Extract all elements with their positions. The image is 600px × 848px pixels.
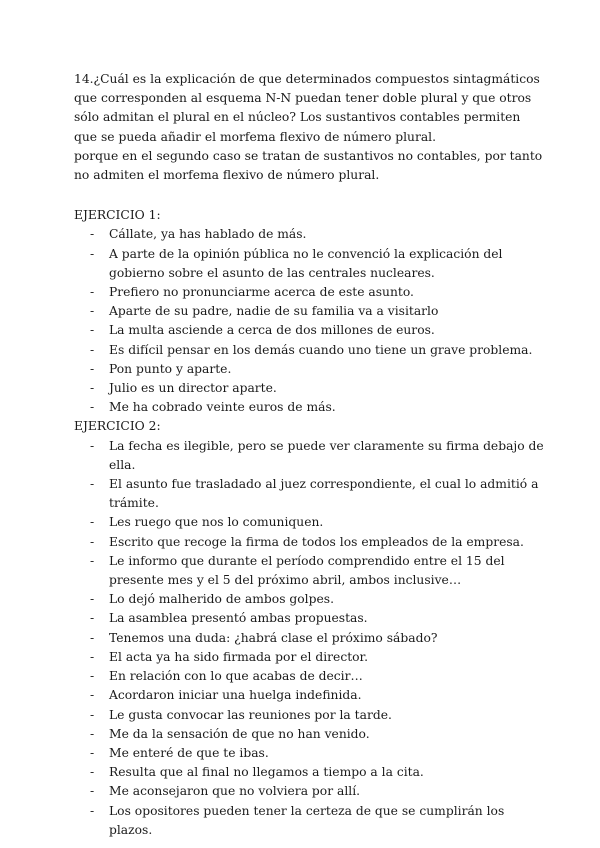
list-item: - Escrito que recoge la firma de todos los empleados de la empresa. [74,533,544,552]
list-item: - Le informo que durante el período comprendido entre el 15 del presente mes y el 5 del próximo abril, ambos inclusive… [74,552,544,590]
exercise-1-title: EJERCICIO 1: [74,208,161,223]
list-item: - Me da la sensación de que no han venido. [74,725,544,744]
list-item: - Me ha cobrado veinte euros de más. [74,398,544,417]
list-item: - Lo dejó malherido de ambos golpes. [74,590,544,609]
list-item: - El asunto fue trasladado al juez correspondiente, el cual lo admitió a trámite. [74,475,544,513]
list-item: - Les ruego que nos lo comuniquen. [74,513,544,532]
list-item: - Cállate, ya has hablado de más. [74,225,544,244]
list-item: - Me enteré de que te ibas. [74,744,544,763]
exercise-1-list [74,225,544,417]
list-item: - Tenemos una duda: ¿habrá clase el próximo sábado? [74,629,544,648]
list-item: - A parte de la opinión pública no le convenció la explicación del gobierno sobre el asunto de las centrales nucleares. [74,245,544,283]
document-page [74,70,544,840]
list-item: - Le gusta convocar las reuniones por la tarde. [74,706,544,725]
question-text: 14.¿Cuál es la explicación de que determinados compuestos sintagmáticos que corresponden al esquema N-N puedan tener doble plural y que otros sólo admitan el plural en el núcleo? Los sustantivos contables permiten que se pueda añadir el morfema flexivo de número plural. [74,72,540,144]
list-item: - La fecha es ilegible, pero se puede ver claramente su firma debajo de ella. [74,437,544,475]
exercise-2 [74,417,544,839]
list-item: - La asamblea presentó ambas propuestas. [74,609,544,628]
list-item: - En relación con lo que acabas de decir… [74,667,544,686]
list-item: - Pon punto y aparte. [74,360,544,379]
list-item: - Julio es un director aparte. [74,379,544,398]
list-item: - Aparte de su padre, nadie de su familia va a visitarlo [74,302,544,321]
list-item: - Es difícil pensar en los demás cuando uno tiene un grave problema. [74,341,544,360]
exercise-1 [74,206,544,417]
list-item: - El acta ya ha sido firmada por el director. [74,648,544,667]
list-item: - Los opositores pueden tener la certeza de que se cumplirán los plazos. [74,802,544,840]
question-block [74,70,544,185]
list-item: - La multa asciende a cerca de dos millones de euros. [74,321,544,340]
exercise-2-title: EJERCICIO 2: [74,419,161,434]
list-item: - Me aconsejaron que no volviera por allí. [74,782,544,801]
list-item: - Prefiero no pronunciarme acerca de este asunto. [74,283,544,302]
list-item: - Acordaron iniciar una huelga indefinida. [74,686,544,705]
exercise-2-list [74,437,544,840]
question-continuation: porque en el segundo caso se tratan de sustantivos no contables, por tanto no admiten el morfema flexivo de número plural. [74,148,543,183]
list-item: - Resulta que al final no llegamos a tiempo a la cita. [74,763,544,782]
